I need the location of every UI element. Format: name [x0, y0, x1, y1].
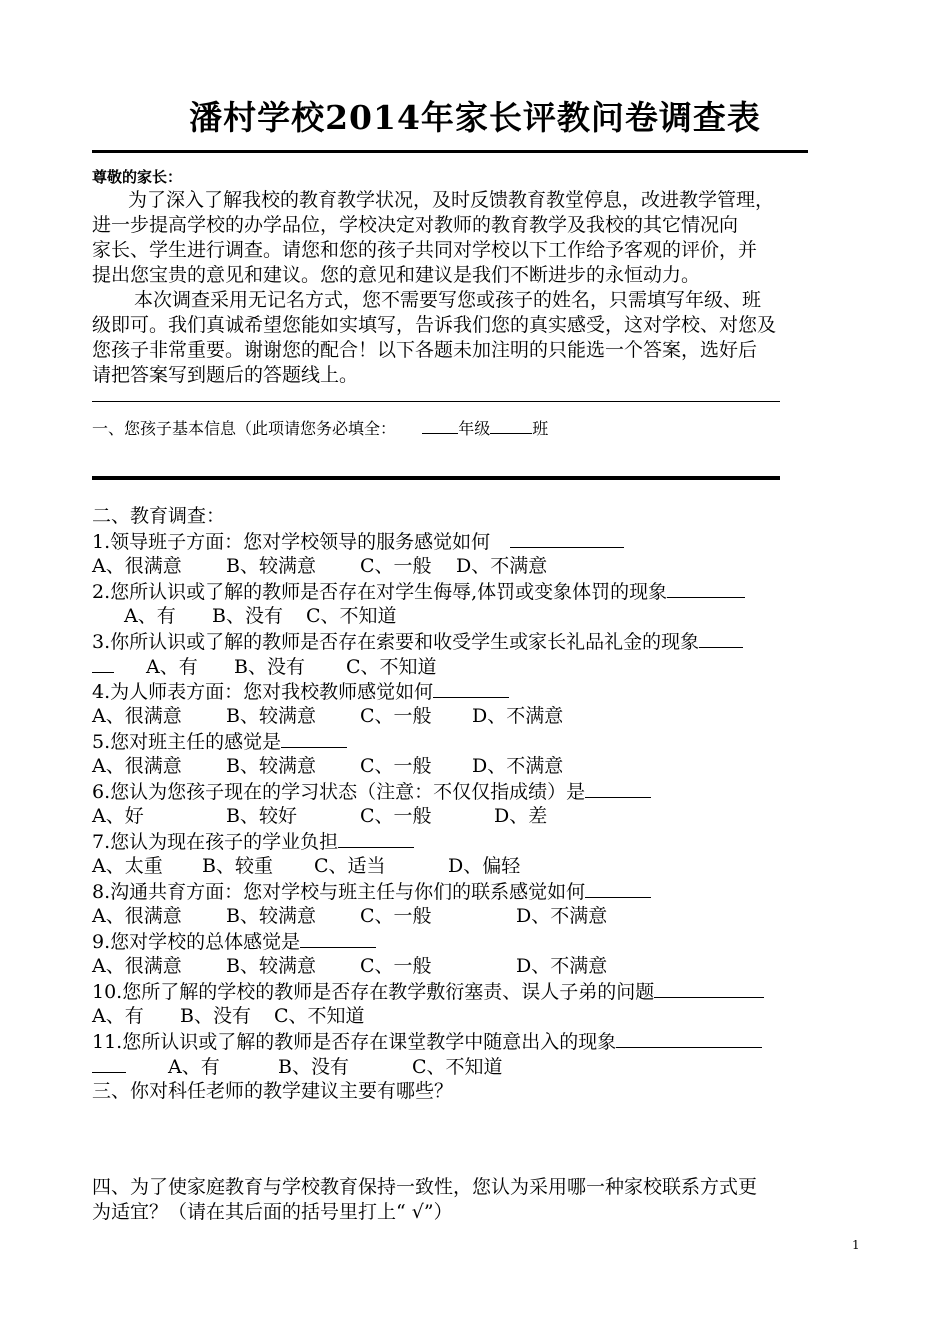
- section3-heading: 三、你对科任老师的教学建议主要有哪些？: [92, 1080, 454, 1102]
- option-c[interactable]: C、一般: [360, 805, 432, 827]
- intro-line: 本次调查采用无记名方式，您不需要写您或孩子的姓名，只需填写年级、班: [134, 289, 762, 311]
- answer-line-q11[interactable]: [616, 1029, 762, 1048]
- answer-line-q6[interactable]: [585, 779, 651, 798]
- option-d[interactable]: D、不满意: [456, 555, 548, 577]
- option-a[interactable]: A、有: [168, 1056, 220, 1078]
- option-b[interactable]: B、较重: [202, 855, 273, 877]
- option-c[interactable]: C、不知道: [306, 605, 397, 627]
- option-a[interactable]: A、太重: [92, 855, 163, 877]
- option-b[interactable]: B、较满意: [226, 955, 316, 977]
- option-b[interactable]: B、较好: [226, 805, 297, 827]
- option-a[interactable]: A、很满意: [92, 705, 182, 727]
- option-c[interactable]: C、不知道: [346, 656, 437, 678]
- section2-heading: 二、教育调查：: [92, 505, 226, 527]
- basic-info-row: [92, 416, 548, 439]
- section4-line: 四、为了使家庭教育与学校教育保持一致性，您认为采用哪一种家校联系方式更: [92, 1176, 758, 1198]
- option-b[interactable]: B、较满意: [226, 555, 316, 577]
- option-c[interactable]: C、一般: [360, 955, 432, 977]
- option-a[interactable]: A、很满意: [92, 955, 182, 977]
- answer-line-q5[interactable]: [281, 729, 347, 748]
- question-text: 2.您所认识或了解的教师是否存在对学生侮辱,体罚或变象体罚的现象: [92, 581, 668, 603]
- option-d[interactable]: D、不满意: [516, 905, 608, 927]
- option-c[interactable]: C、一般: [360, 905, 432, 927]
- answer-line-q8[interactable]: [585, 879, 651, 898]
- option-d[interactable]: D、差: [494, 805, 548, 827]
- option-d[interactable]: D、不满意: [516, 955, 608, 977]
- option-c[interactable]: C、一般: [360, 755, 432, 777]
- question-text: 11.您所认识或了解的教师是否存在课堂教学中随意出入的现象: [92, 1031, 617, 1053]
- option-b[interactable]: B、较满意: [226, 905, 316, 927]
- options-q4: [92, 704, 862, 729]
- class-label: 班: [532, 419, 549, 438]
- section4: [92, 1175, 862, 1225]
- question-text: 6.您认为您孩子现在的学习状态（注意：不仅仅指成绩）是: [92, 781, 586, 803]
- option-b[interactable]: B、没有: [180, 1005, 251, 1027]
- answer-line-q10[interactable]: [654, 979, 764, 998]
- intro-line: 请把答案写到题后的答题线上。: [92, 364, 359, 386]
- answer-line-q1[interactable]: [510, 529, 624, 548]
- grade-label: 年级: [458, 419, 491, 438]
- answer-line-q2[interactable]: [667, 579, 745, 598]
- greeting: 尊敬的家长：: [92, 168, 183, 186]
- answer-line-q9[interactable]: [300, 929, 376, 948]
- option-a[interactable]: A、有: [124, 605, 176, 627]
- education-survey: [92, 504, 862, 1104]
- intro-line: 进一步提高学校的办学品位，学校决定对教师的教育教学及我校的其它情况向: [92, 214, 739, 236]
- question-2: [92, 579, 862, 604]
- question-8: [92, 879, 862, 904]
- option-a[interactable]: A、有: [92, 1005, 144, 1027]
- options-q10: [92, 1004, 862, 1029]
- option-c[interactable]: C、适当: [314, 855, 386, 877]
- question-text: 8.沟通共育方面：您对学校与班主任与你们的联系感觉如何: [92, 881, 586, 903]
- question-text: 5.您对班主任的感觉是: [92, 731, 282, 753]
- intro-paragraph-2: [92, 288, 862, 388]
- question-5: [92, 729, 862, 754]
- option-c[interactable]: C、一般: [360, 555, 432, 577]
- intro-divider: [92, 401, 780, 402]
- options-q8: [92, 904, 862, 929]
- options-q11: [92, 1054, 862, 1079]
- options-q5: [92, 754, 862, 779]
- intro-line: 级即可。我们真诚希望您能如实填写，告诉我们您的真实感受，这对学校、对您及: [92, 314, 777, 336]
- option-a[interactable]: A、很满意: [92, 755, 182, 777]
- option-d[interactable]: D、不满意: [472, 705, 564, 727]
- question-3: [92, 629, 862, 654]
- question-text: 7.您认为现在孩子的学业负担: [92, 831, 339, 853]
- intro-line: 为了深入了解我校的教育教学状况，及时反馈教育教堂停息，改进教学管理，: [128, 189, 775, 211]
- option-b[interactable]: B、较满意: [226, 755, 316, 777]
- title-divider: [92, 150, 808, 153]
- option-b[interactable]: B、没有: [278, 1056, 349, 1078]
- class-field[interactable]: [490, 419, 532, 434]
- options-q6: [92, 804, 862, 829]
- intro-line: 您孩子非常重要。谢谢您的配合！以下各题未加注明的只能选一个答案，选好后: [92, 339, 758, 361]
- question-text: 9.您对学校的总体感觉是: [92, 931, 301, 953]
- question-text: 3.你所认识或了解的教师是否存在索要和收受学生或家长礼品礼金的现象: [92, 631, 700, 653]
- option-d[interactable]: D、偏轻: [448, 855, 521, 877]
- option-b[interactable]: B、没有: [234, 656, 305, 678]
- question-4: [92, 679, 862, 704]
- answer-line-q11-cont[interactable]: [92, 1054, 126, 1073]
- question-text: 10.您所了解的学校的教师是否存在教学敷衍塞责、误人子弟的问题: [92, 981, 655, 1003]
- intro-line: 家长、学生进行调查。请您和您的孩子共同对学校以下工作给予客观的评价，并: [92, 239, 758, 261]
- grade-field[interactable]: [422, 419, 458, 434]
- option-a[interactable]: A、很满意: [92, 555, 182, 577]
- page-number: 1: [852, 1238, 860, 1252]
- answer-line-q7[interactable]: [338, 829, 414, 848]
- answer-line-q3-cont[interactable]: [92, 654, 114, 673]
- option-a[interactable]: A、有: [146, 656, 198, 678]
- section4-line: 为适宜？（请在其后面的括号里打上“ √”）: [92, 1201, 453, 1223]
- option-c[interactable]: C、不知道: [412, 1056, 503, 1078]
- option-a[interactable]: A、很满意: [92, 905, 182, 927]
- question-7: [92, 829, 862, 854]
- section-divider: [92, 476, 780, 480]
- answer-line-q3[interactable]: [699, 629, 743, 648]
- question-text: 1.领导班子方面：您对学校领导的服务感觉如何: [92, 531, 491, 553]
- question-1: [92, 529, 862, 554]
- option-c[interactable]: C、不知道: [274, 1005, 365, 1027]
- option-b[interactable]: B、没有: [212, 605, 283, 627]
- options-q9: [92, 954, 862, 979]
- question-11: [92, 1029, 862, 1054]
- options-q1: [92, 554, 862, 579]
- options-q7: [92, 854, 862, 879]
- option-c[interactable]: C、一般: [360, 705, 432, 727]
- intro-paragraph-1: [92, 188, 862, 288]
- page-title: 潘村学校2014年家长评教问卷调查表: [189, 98, 761, 137]
- options-q2: [92, 604, 862, 629]
- intro-line: 提出您宝贵的意见和建议。您的意见和建议是我们不断进步的永恒动力。: [92, 264, 701, 286]
- option-d[interactable]: D、不满意: [472, 755, 564, 777]
- basic-info-label: 一、您孩子基本信息（此项请您务必填全：: [92, 419, 397, 438]
- options-q3: [92, 654, 862, 679]
- question-6: [92, 779, 862, 804]
- option-a[interactable]: A、好: [92, 805, 144, 827]
- answer-line-q4[interactable]: [433, 679, 509, 698]
- option-b[interactable]: B、较满意: [226, 705, 316, 727]
- question-9: [92, 929, 862, 954]
- question-text: 4.为人师表方面：您对我校教师感觉如何: [92, 681, 434, 703]
- question-10: [92, 979, 862, 1004]
